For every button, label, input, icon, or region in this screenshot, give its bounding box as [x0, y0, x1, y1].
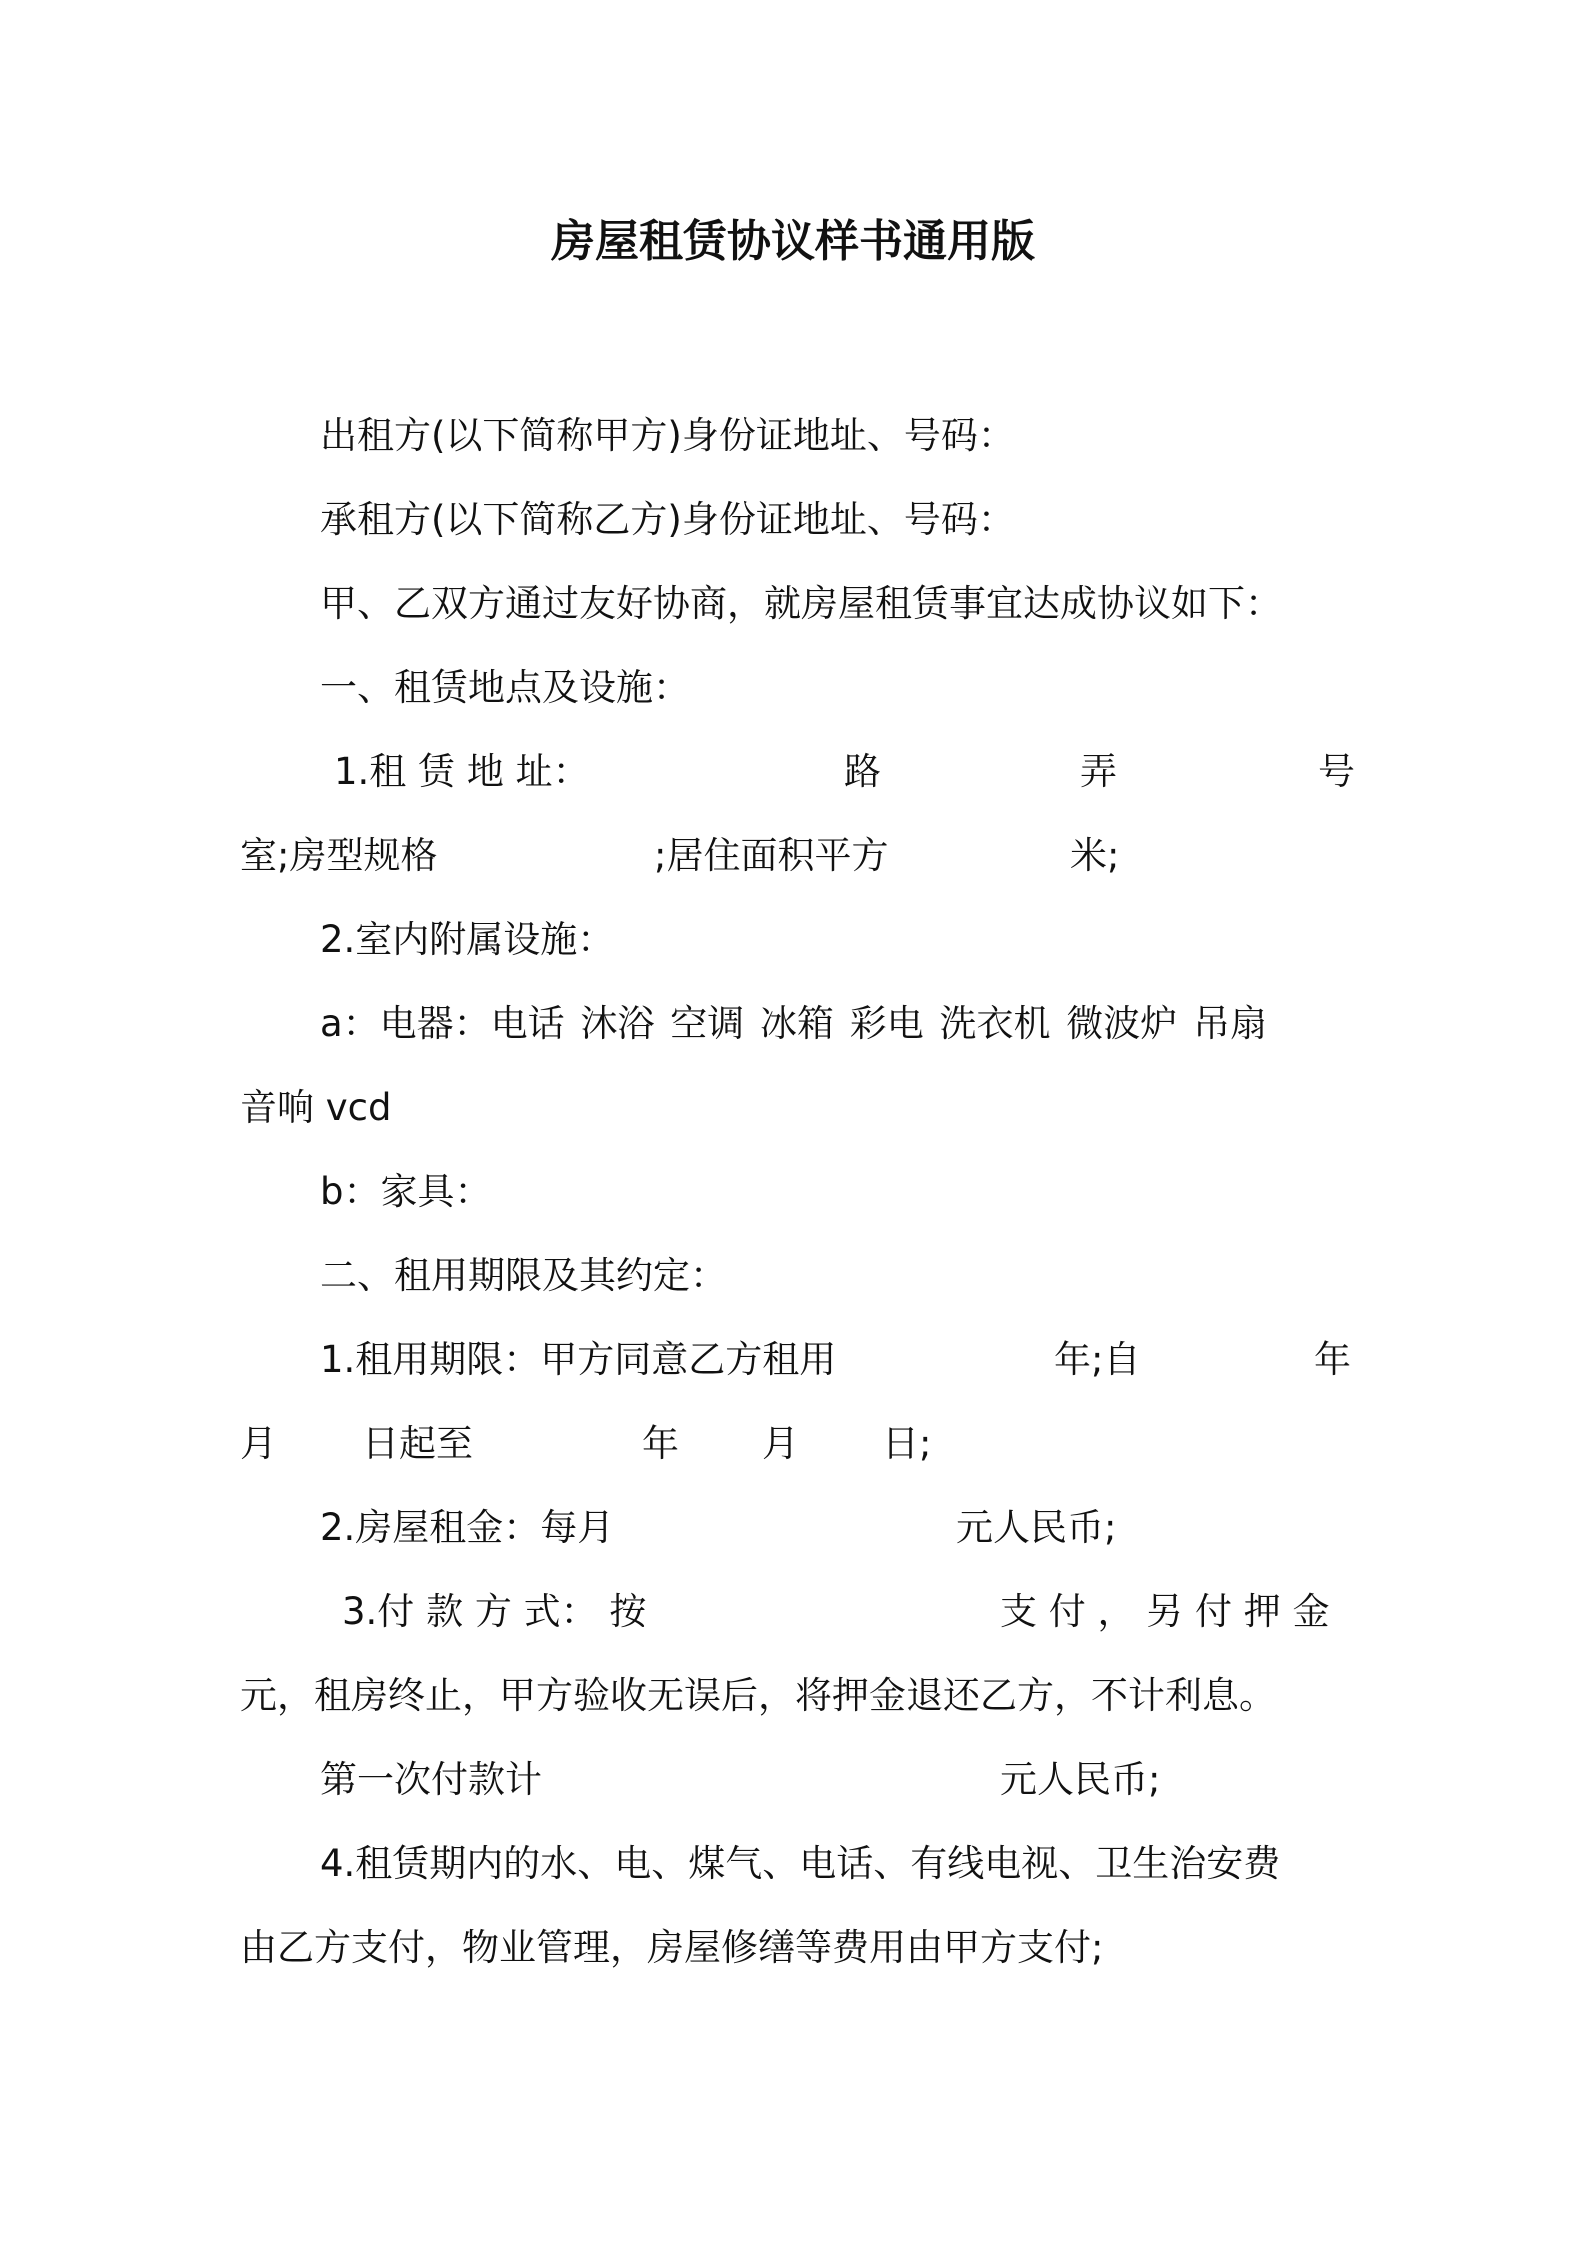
utilities-line-continued: 由乙方支付，物业管理，房屋修缮等费用由甲方支付;: [240, 1926, 1104, 1969]
term-year: 年: [1314, 1338, 1351, 1381]
term-month: 月: [240, 1422, 277, 1465]
room-type-label: 室;房型规格: [240, 834, 438, 877]
agreement-intro: 甲、乙双方通过友好协商，就房屋租赁事宜达成协议如下：: [320, 582, 1282, 625]
payment-method-label: 3.付 款 方 式： 按: [342, 1590, 647, 1633]
term-day-start: 日起至: [362, 1422, 473, 1465]
term-end-year: 年: [642, 1422, 679, 1465]
section1-heading: 一、租赁地点及设施：: [320, 666, 690, 709]
term-end-day: 日;: [882, 1422, 932, 1465]
facilities-heading: 2.室内附属设施：: [320, 918, 615, 961]
utilities-line: 4.租赁期内的水、电、煤气、电话、有线电视、卫生治安费: [320, 1842, 1281, 1885]
rent-label: 2.房屋租金：每月: [320, 1506, 615, 1549]
lessor-line: 出租方(以下简称甲方)身份证地址、号码：: [320, 414, 1015, 457]
appliances-line: a：电器：电话 沐浴 空调 冰箱 彩电 洗衣机 微波炉 吊扇: [320, 1002, 1268, 1045]
furniture-line: b：家具：: [320, 1170, 492, 1213]
living-area-label: ;居住面积平方: [654, 834, 889, 877]
address-road: 路: [844, 750, 881, 793]
document-title: 房屋租赁协议样书通用版: [551, 216, 1035, 267]
lessee-line: 承租方(以下简称乙方)身份证地址、号码：: [320, 498, 1015, 541]
appliances-line-continued: 音响 vcd: [240, 1086, 392, 1129]
address-label: 1.租 赁 地 址：: [334, 750, 590, 793]
rent-currency: 元人民币;: [956, 1506, 1117, 1549]
deposit-line: 元，租房终止，甲方验收无误后，将押金退还乙方，不计利息。: [240, 1674, 1276, 1717]
term-year-from: 年;自: [1054, 1338, 1141, 1381]
payment-method-rest: 支 付 ， 另 付 押 金: [1000, 1590, 1330, 1633]
area-unit: 米;: [1070, 834, 1120, 877]
section2-heading: 二、租用期限及其约定：: [320, 1254, 727, 1297]
address-number: 号: [1318, 750, 1355, 793]
term-label: 1.租用期限：甲方同意乙方租用: [320, 1338, 837, 1381]
first-payment-currency: 元人民币;: [1000, 1758, 1161, 1801]
first-payment-label: 第一次付款计: [320, 1758, 542, 1801]
term-end-month: 月: [762, 1422, 799, 1465]
address-lane: 弄: [1080, 750, 1117, 793]
